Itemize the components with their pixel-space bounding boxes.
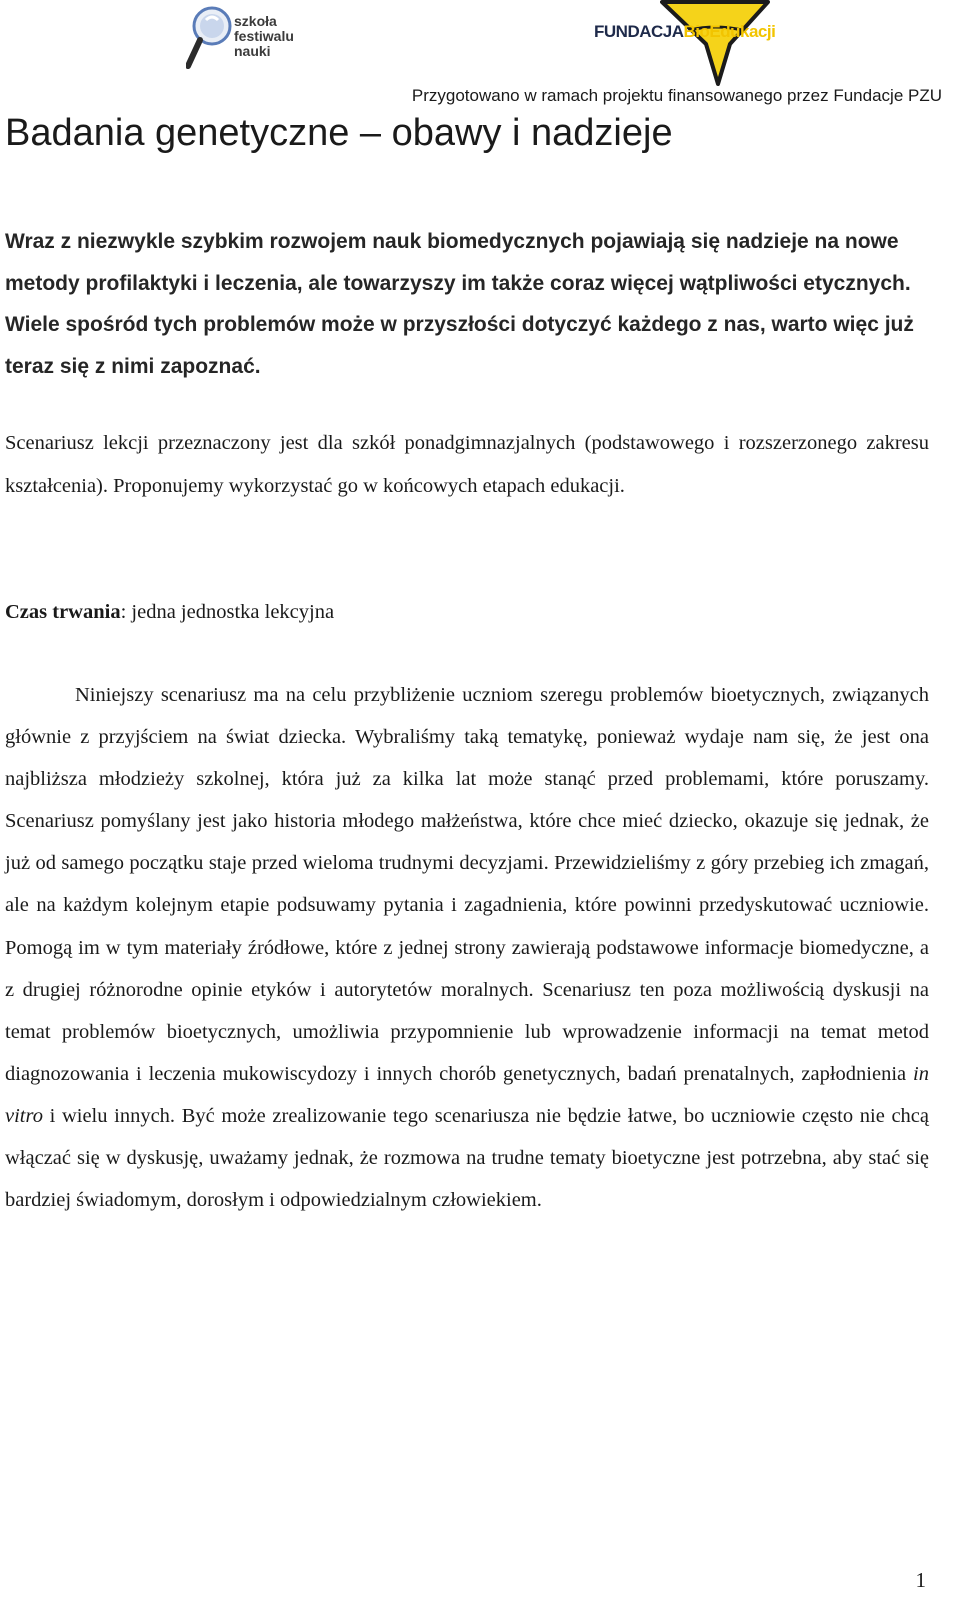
duration-line: [5, 592, 334, 632]
szkola-festiwalu-nauki-logo: [186, 4, 294, 70]
lead-paragraph: Wraz z niezwykle szybkim rozwojem nauk biomedycznych pojawiają się nadzieje na nowe metody profilaktyki i leczenia, ale towarzyszy im także coraz więcej wątpliwości etycznych. Wiele spośród tych problemów może w przyszłości dotyczyć każdego z nas, warto więc już teraz się z nimi zapoznać.: [5, 230, 914, 378]
logo-word-fundacja: FUNDACJA: [594, 22, 684, 41]
page-header: [0, 0, 960, 110]
duration-label: Czas trwania: [5, 601, 121, 623]
logo-line: szkoła: [234, 13, 277, 29]
duration-value: : jedna jednostka lekcyjna: [120, 601, 335, 623]
body-text-part-1: Niniejszy scenariusz ma na celu przybliżenie uczniom szeregu problemów bioetycznych, związanych głównie z przyjściem na świat dziecka. Wybraliśmy taką tematykę, ponieważ wydaje nam się, że jest ona najbliższa młodzieży szkolnej, która już za kilka lat może stanąć przed problemami, które poruszamy. Scenariusz pomyślany jest jako historia młodego małżeństwa, które chce mieć dziecko, okazuje się jednak, że już od samego początku staje przed wieloma trudnymi decyzjami. Przewidzieliśmy z góry przebieg ich zmagań, ale na każdym kolejnym etapie podsuwamy pytania i zagadnienia, które powinni przedyskutować uczniowie. Pomogą im w tym materiały źródłowe, które z jednej strony zawierają podstawowe informacje biomedyczne, a z drugiej różnorodne opinie etyków i autorytetów moralnych. Scenariusz ten poza możliwością dyskusji na temat problemów bioetycznych, umożliwia przypomnienie lub wprowadzenie informacji na temat metod diagnozowania i leczenia mukowiscydozy i innych chorób genetycznych, badań prenatalnych, zapłodnienia: [5, 684, 929, 1085]
scenario-paragraph: Scenariusz lekcji przeznaczony jest dla szkół ponadgimnazjalnych (podstawowego i rozszerzonego zakresu kształcenia). Proponujemy wykorzystać go w końcowych etapach edukacji.: [5, 432, 929, 497]
logo-word-bio: BioEdukacji: [683, 22, 776, 41]
page-number: 1: [915, 1568, 926, 1592]
body-text-italic: in vitro: [5, 1062, 929, 1127]
logo-line: nauki: [234, 43, 271, 59]
flask-icon: [660, 0, 770, 86]
document-title: Badania genetyczne – obawy i nadzieje: [5, 112, 673, 154]
body-text-part-2: i wielu innych. Być może zrealizowanie tego scenariusza nie będzie łatwe, bo uczniowie często nie chcą włączać się w dyskusję, uważamy jednak, że rozmowa na trudne tematy bioetyczne jest potrzebna, aby stać się bardziej świadomym, dorosłym i odpowiedzialnym człowiekiem.: [5, 1104, 929, 1212]
body-paragraph: [5, 674, 929, 1221]
project-funding-note: Przygotowano w ramach projektu finansowanego przez Fundacje PZU: [411, 86, 942, 105]
fundacja-bioedukacji-logo: [590, 0, 850, 86]
logo-line: festiwalu: [234, 28, 294, 44]
szkola-festiwalu-nauki-wordmark: [234, 14, 294, 59]
fundacja-bioedukacji-wordmark: [594, 22, 775, 42]
